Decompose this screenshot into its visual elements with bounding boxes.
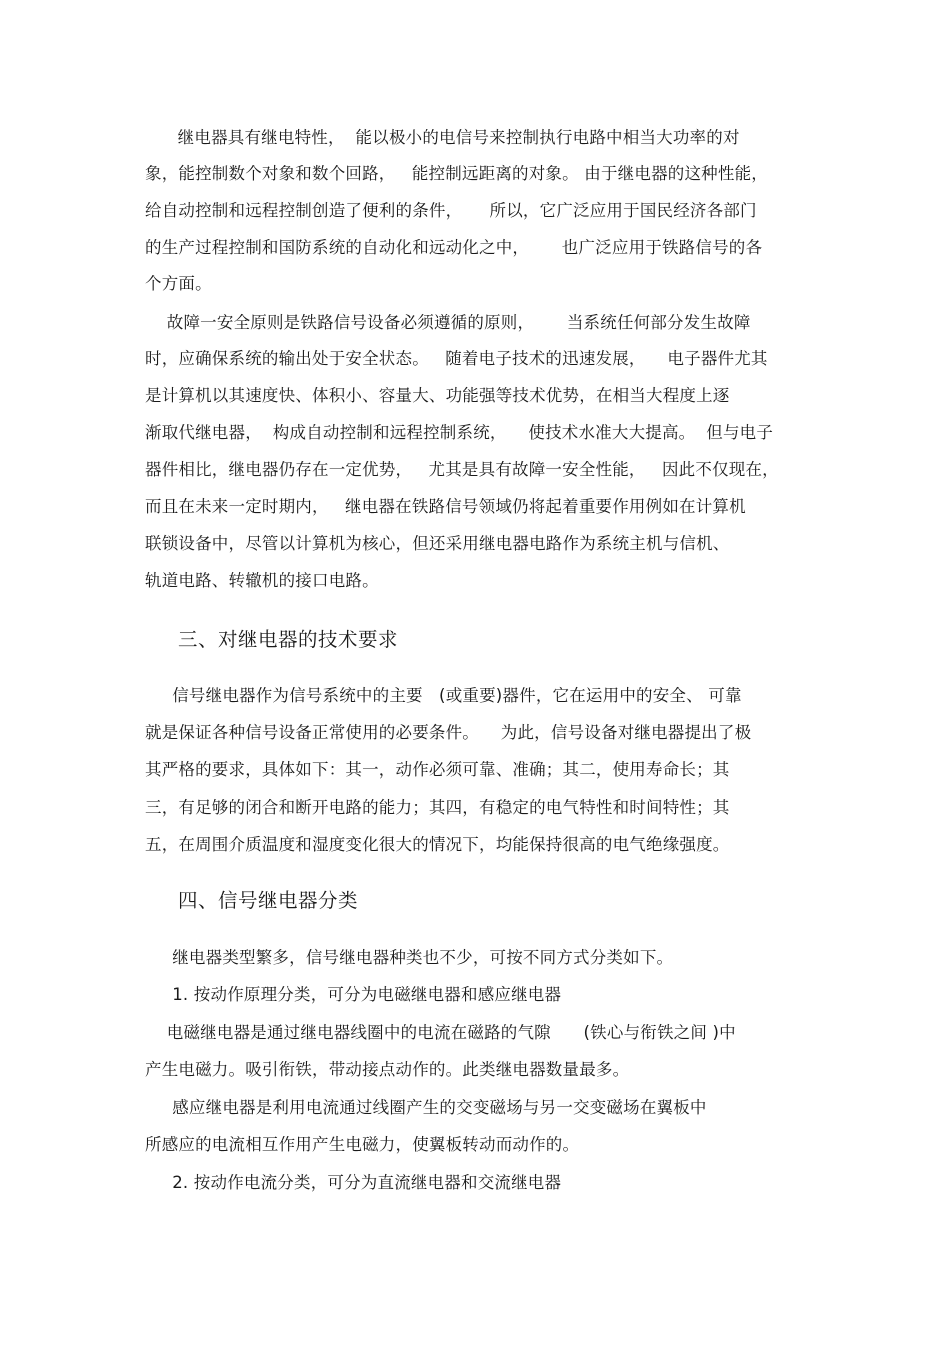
paragraph-3-line-3: 其严格的要求，具体如下：其一，动作必须可靠、准确；其二，使用寿命长；其 — [145, 760, 730, 779]
paragraph-4: 继电器类型繁多，信号继电器种类也不少，可按不同方式分类如下。 — [145, 948, 674, 967]
paragraph-3-line-2: 就是保证各种信号设备正常使用的必要条件。 为此，信号设备对继电器提出了极 — [145, 723, 752, 742]
paragraph-2-line-7: 联锁设备中，尽管以计算机为核心，但还采用继电器电路作为系统主机与信机、 — [145, 534, 730, 553]
paragraph-3-line-1: 信号继电器作为信号系统中的主要 (或重要)器件，它在运用中的安全、 可靠 — [145, 686, 742, 705]
paragraph-2-line-2: 时，应确保系统的输出处于安全状态。 随着电子技术的迅速发展， 电子器件尤其 — [145, 349, 768, 368]
paragraph-2-line-4: 渐取代继电器， 构成自动控制和远程控制系统， 使技术水准大大提高。 但与电子 — [145, 423, 774, 442]
paragraph-3-line-5: 五，在周围介质温度和湿度变化很大的情况下，均能保持很高的电气绝缘强度。 — [145, 835, 730, 854]
paragraph-1-line-1: 继电器具有继电特性， 能以极小的电信号来控制执行电路中相当大功率的对 — [145, 128, 740, 147]
paragraph-2-line-5: 器件相比，继电器仍存在一定优势， 尤其是具有故障一安全性能， 因此不仅现在， — [145, 460, 779, 479]
paragraph-5-line-2: 产生电磁力。吸引衔铁，带动接点动作的。此类继电器数量最多。 — [145, 1060, 630, 1079]
paragraph-1-line-4: 的生产过程控制和国防系统的自动化和远动化之中， 也广泛应用于铁路信号的各 — [145, 238, 763, 257]
paragraph-1-line-5: 个方面。 — [145, 274, 212, 293]
paragraph-1-line-2: 象，能控制数个对象和数个回路， 能控制远距离的对象。 由于继电器的这种性能， — [145, 164, 768, 183]
paragraph-6-line-1: 感应继电器是利用电流通过线圈产生的交变磁场与另一交变磁场在翼板中 — [145, 1098, 707, 1117]
paragraph-2-line-3: 是计算机以其速度快、体积小、容量大、功能强等技术优势，在相当大程度上逐 — [145, 386, 730, 405]
paragraph-5-line-1: 电磁继电器是通过继电器线圈中的电流在磁路的气隙 (铁心与衔铁之间 )中 — [145, 1023, 736, 1042]
list-item-2: 2. 按动作电流分类，可分为直流继电器和交流继电器 — [145, 1173, 562, 1192]
paragraph-2-line-1: 故障一安全原则是铁路信号设备必须遵循的原则， 当系统任何部分发生故障 — [145, 313, 751, 332]
section-heading-4: 四、信号继电器分类 — [178, 889, 359, 912]
paragraph-6-line-2: 所感应的电流相互作用产生电磁力，使翼板转动而动作的。 — [145, 1135, 580, 1154]
paragraph-3-line-4: 三，有足够的闭合和断开电路的能力；其四，有稳定的电气特性和时间特性；其 — [145, 798, 730, 817]
list-item-1: 1. 按动作原理分类，可分为电磁继电器和感应继电器 — [145, 985, 562, 1004]
paragraph-2-line-8: 轨道电路、转辙机的接口电路。 — [145, 571, 379, 590]
section-heading-3: 三、对继电器的技术要求 — [178, 628, 399, 651]
paragraph-2-line-6: 而且在未来一定时期内， 继电器在铁路信号领域仍将起着重要作用例如在计算机 — [145, 497, 746, 516]
paragraph-1-line-3: 给自动控制和远程控制创造了便利的条件， 所以，它广泛应用于国民经济各部门 — [145, 201, 757, 220]
